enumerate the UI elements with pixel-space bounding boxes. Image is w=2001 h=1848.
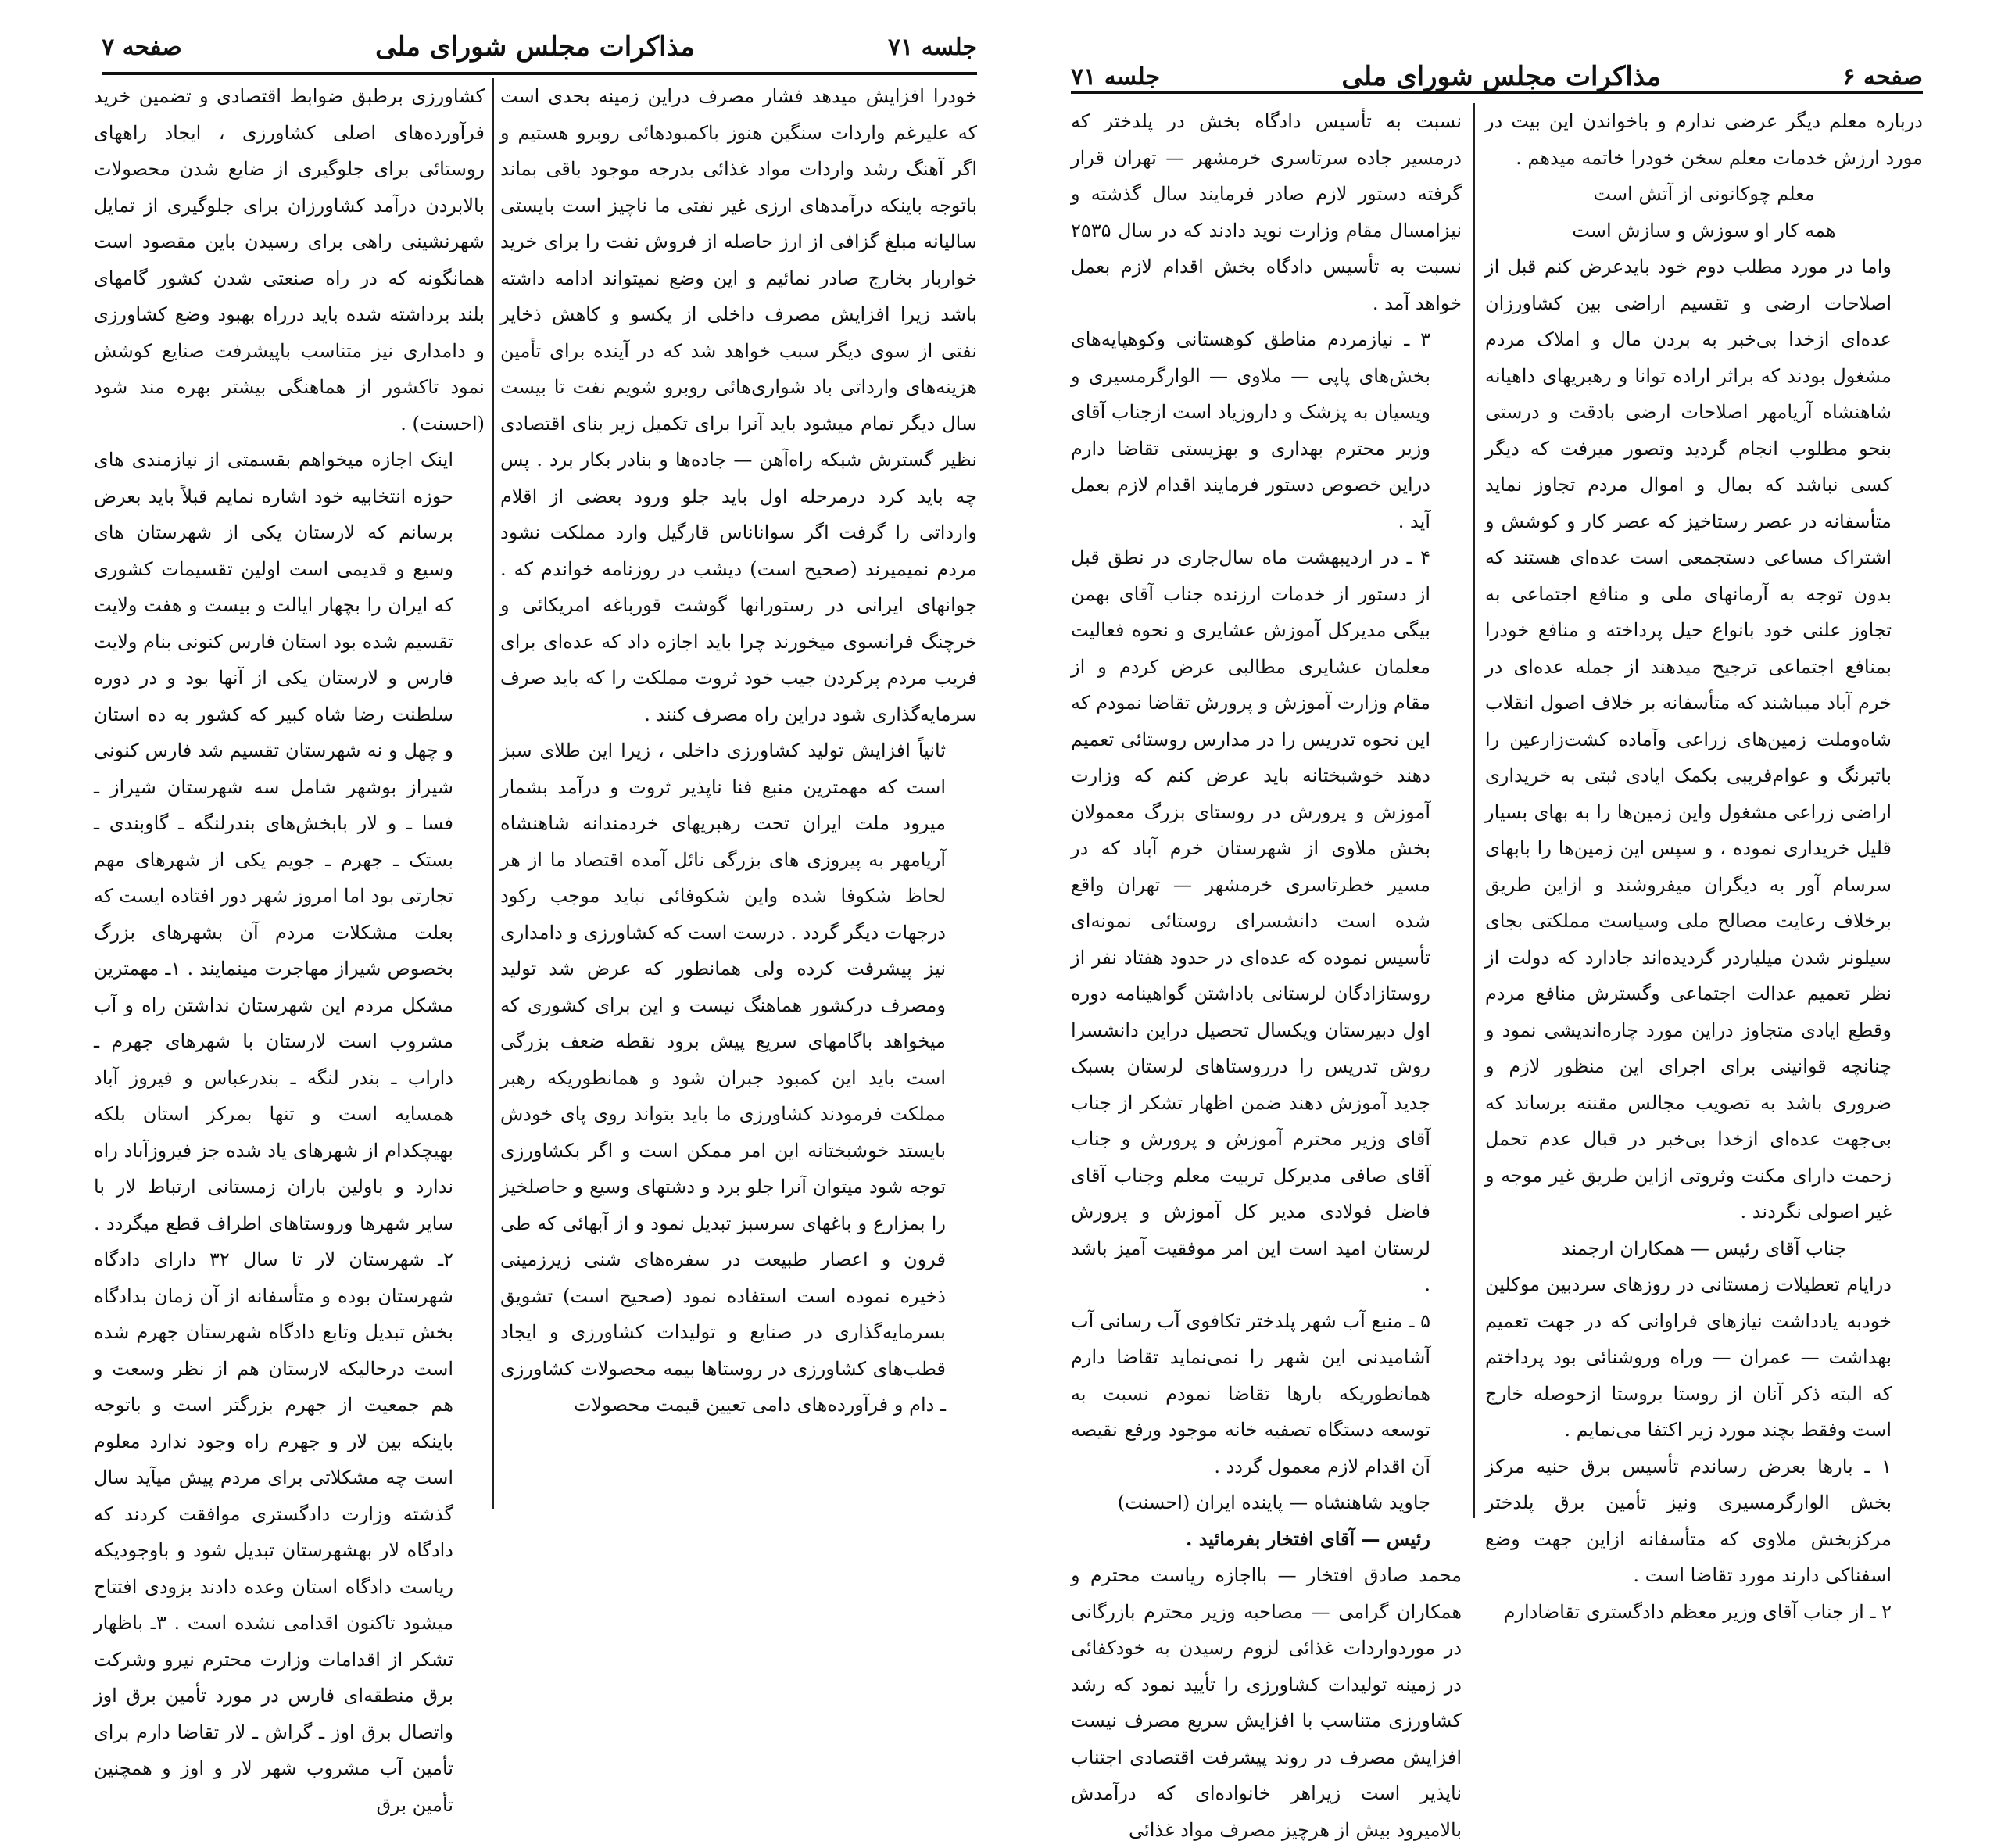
- page-left: [0, 0, 993, 1816]
- page-header: [102, 23, 977, 70]
- paragraph: کشاورزی برطبق ضوابط اقتصادی و تضمین خرید فرآورده‌های اصلی کشاورزی ، ایجاد راههای روستائی برای جلوگیری از ضایع شدن محصولات بالابردن درآمد کشاورزان برای جلوگیری از تمایل شهرنشینی راهی برای رسیدن باین مقصود است همانگونه که در راه صنعتی شدن کشور گامهای بلند برداشته شده باید درراه بهبود وضع کشاورزی و دامداری نیز متناسب باپیشرفت صنایع کوشش نمود تاکشور از هماهنگی بیشتر بهره مند شود (احسنت) .: [94, 85, 485, 435]
- paragraph: اینک اجازه میخواهم بقسمتی از نیازمندی های حوزه انتخابیه خود اشاره نمایم قبلاً باید بعرض برسانم که لارستان یکی از شهرستان های وسیع و قدیمی است اولین تقسیمات کشوری که ایران را بچهار ایالت و بیست و هفت ولایت تقسیم شده بود استان فارس کنونی بنام ولایت فارس و لارستان یکی از آنها بود و در دوره سلطنت رضا شاه کبیر که کشور به ده استان و چهل و نه شهرستان تقسیم شد فارس کنونی شیراز بوشهر شامل سه شهرستان شیراز ـ فسا ـ و لار بابخش‌های بندرلنگه ـ گاوبندی ـ بستک ـ جهرم ـ جویم یکی از شهرهای مهم تجارتی بود اما امروز شهر دور افتاده ایست که بعلت مشکلات مردم آن بشهرهای بزرگ بخصوص شیراز مهاجرت مینمایند . ۱ـ مهمترین مشکل مردم این شهرستان نداشتن راه و آب مشروب است لارستان با شهرهای جهرم ـ داراب ـ بندر لنگه ـ بندرعباس و فیروز آباد همسایه است و تنها بمرکز استان بلکه بهیچکدام از شهرهای یاد شده جز فیروزآباد راه ندارد و باولین باران زمستانی ارتباط لار با سایر شهرها وروستاهای اطراف قطع میگردد . ۲ـ شهرستان لار تا سال ۳۲ دارای دادگاه شهرستان بوده و متأسفانه از آن زمان بدادگاه بخش تبدیل وتابع دادگاه شهرستان جهرم شده است درحالیکه لارستان هم از نظر وسعت و هم جمعیت از جهرم بزرگتر است و باتوجه باینکه بین لار و جهرم راه وجود ندارد معلوم است چه مشکلاتی برای مردم پیش میآید سال گذشته وزارت دادگستری موافقت کردند که دادگاه لار بهشهرستان تبدیل شود و باوجودیکه ریاست دادگاه استان وعده دادند بزودی افتتاح میشود تاکنون اقدامی نشده است . ۳ـ باظهار تشکر از اقدامات وزارت محترم نیرو وشرکت برق منطقه‌ای فارس در مورد تأمین برق اوز واتصال برق اوز ـ گراش ـ لار تقاضا دارم برای تأمین آب مشروب شهر لار و اوز و همچنین تأمین برق: [94, 449, 454, 1816]
- text-column-left: [94, 78, 485, 1816]
- paragraph: محمد صادق افتخار — بااجازه ریاست محترم و همکاران گرامی — مصاحبه وزیر محترم بازرگانی در موردواردات غذائی لزوم رسیدن به خودکفائی در زمینه تولیدات کشاورزی را تأیید نمود که رشد کشاورزی متناسب با افزایش سریع مصرف نیست افزایش مصرف در روند پیشرفت اقتصادی اجتناب ناپذیر است زیراهر خانواده‌ای که درآمدش بالامیرود بیش از هرچیز مصرف مواد غذائی: [1071, 1564, 1462, 1841]
- verse-line: همه کار او سوزش و سازش است: [1572, 219, 1836, 242]
- session-label: جلسه ۷۱: [887, 33, 977, 61]
- page-number: صفحه ۷: [102, 33, 182, 61]
- publication-title: مذاکرات مجلس شورای ملی: [375, 31, 695, 63]
- paragraph: درایام تعطیلات زمستانی در روزهای سردبین موکلین خودبه یادداشت نیازهای فراوانی که در جهت تعمیم بهداشت — عمران — وراه وروشنائی بود پرداختم که البته ذکر آنان از روستا بروستا ازحوصله خارج است وفقط بچند مورد زیر اکتفا می‌نمایم .: [1485, 1273, 1892, 1441]
- paragraph: ۳ ـ نیازمردم مناطق کوهستانی وکوهپایه‌های بخش‌های پاپی — ملاوی — الوارگرمسیری و ویسیان به پزشک و داروزیاد است ازجناب آقای وزیر محترم بهداری و بهزیستی تقاضا دارم دراین خصوص دستور فرمایند اقدام لازم بعمل آید .: [1071, 328, 1430, 532]
- page-number: صفحه ۶: [1842, 63, 1923, 91]
- header-rule: [102, 72, 977, 75]
- paragraph: ثانیاً افزایش تولید کشاورزی داخلی ، زیرا این طلای سبز است که مهمترین منبع فنا ناپذیر ثروت و درآمد بشمار میرود ملت ایران تحت رهبریهای خردمندانه شاهنشاه آریامهر به پیروزی های بزرگی نائل آمده اقتصاد ما از هر لحاظ شکوفا شده واین شکوفائی نباید موجب رکود درجهات دیگر گردد . درست است که کشاورزی و دامداری نیز پیشرفت کرده ولی همانطور که عرض شد تولید ومصرف درکشور هماهنگ نیست و این برای کشوری که میخواهد باگامهای سریع پیش برود نقطه ضعف بزرگی است باید این کمبود جبران شود و همانطوریکه رهبر مملکت فرمودند کشاورزی ما باید بتواند روی پای خودش بایستد خوشبختانه این امر ممکن است و اگر بکشاورزی توجه شود میتوان آنرا جلو برد و دشتهای وسیع و حاصلخیز را بمزارع و باغهای سرسبز تبدیل نمود و از آبهائی که طی قرون و اعصار طبیعت در سفره‌های شنی زیرزمینی ذخیره نموده است استفاده نمود (صحیح است) تشویق بسرمایه‌گذاری در صنایع و تولیدات کشاورزی و ایجاد قطب‌های کشاورزی در روستاها بیمه محصولات کشاورزی ـ دام و فرآورده‌های دامی تعیین قیمت محصولات: [499, 740, 946, 1416]
- verse-line: معلم چوکانونی از آتش است: [1593, 183, 1815, 205]
- paragraph: واما در مورد مطلب دوم خود بایدعرض کنم قبل از اصلاحات ارضی و تقسیم اراضی بین کشاورزان عده‌ای ازخدا بی‌خبر به بردن مال و املاک مردم مشغول بودند که براثر اراده توانا و رهبریهای داهیانه شاهنشاه آریامهر اصلاحات ارضی بادقت و درستی بنحو مطلوب انجام گردید وتصور میرفت که دیگر کسی نباشد که بمال و اموال مردم تجاوز نماید متأسفانه در عصر رستاخیز که عصر کار و کوشش و اشتراک مساعی دستجمعی است عده‌ای هستند که بدون توجه به آرمانهای ملی و منافع اجتماعی به تجاوز علنی خود بانواع حیل پرداخته و منافع خودرا بمنافع اجتماعی ترجیح میدهند از جمله عده‌ای در خرم آباد میباشند که متأسفانه بر خلاف اصول انقلاب شاه‌وملت زمین‌های زراعی وآماده کشت‌زارعین را باتبرنگ و عوام‌فریبی بکمک ایادی ثبتی به خریداری اراضی زراعی مشغول واین زمین‌ها را به بهای بسیار قلیل خریداری نموده ، و سپس این زمین‌ها را بابهای سرسام آور به دیگران میفروشند و ازاین طریق برخلاف رعایت مصالح ملی وسیاست مملکتی بجای سیلونر شدن میلیاردر گردیده‌اند جادارد که دولت از نظر تعمیم عدالت اجتماعی وگسترش منافع مردم وقطع ایادی متجاوز دراین مورد چاره‌اندیشی نمود و چنانچه قوانینی برای اجرای این منظور لازم و ضروری باشد به تصویب مجالس مقننه برساند که بی‌جهت عده‌ای ازخدا بی‌خبر در قبال عدم تحمل زحمت دارای مکنت وثروتی ازاین طریق غیر موجه و غیر اصولی نگردند .: [1485, 256, 1892, 1223]
- column-divider: [1473, 103, 1475, 1518]
- text-column-right: [500, 78, 977, 1517]
- paragraph: درباره معلم دیگر عرضی ندارم و باخواندن این بیت در مورد ارزش خدمات معلم سخن خودرا خاتمه میدهم .: [1485, 110, 1923, 169]
- text-column-left: [1071, 103, 1462, 1841]
- header-rule: [1071, 91, 1923, 94]
- paragraph: ۲ ـ از جناب آقای وزیر معظم دادگستری تقاضادارم: [1503, 1600, 1892, 1623]
- paragraph: خودرا افزایش میدهد فشار مصرف دراین زمینه بحدی است که علیرغم واردات سنگین هنوز باکمبودهائی روبرو هستیم و اگر آهنگ رشد واردات مواد غذائی بدرجه موجود باقی بماند باتوجه باینکه درآمدهای ارزی غیر نفتی ما ناچیز است بایستی سالیانه مبلغ گزافی از ارز حاصله از فروش نفت را برای خرید خواربار بخارج صادر نمائیم و این وضع نمیتواند ادامه داشته باشد زیرا افزایش مصرف داخلی از یکسو و کاهش ذخایر نفتی از سوی دیگر سبب خواهد شد که در آینده برای تأمین هزینه‌های وارداتی باد شواری‌هائی روبرو شویم نفت تا بیست سال دیگر تمام میشود باید آنرا برای تکمیل زیر بنای اقتصادی نظیر گسترش شبکه راه‌آهن — جاده‌ها و بنادر بکار برد . پس چه باید کرد درمرحله اول باید جلو ورود بعضی از اقلام وارداتی را گرفت اگر سواناناس قارگیل وارد مملکت نشود مردم نمیمیرند (صحیح است) دیشب در روزنامه خواندم که . جوانهای ایرانی در رستورانها گوشت قورباغه امریکائی و خرچنگ فرانسوی میخورند چرا باید اجازه داد که عده‌ای برای فریب مردم پرکردن جیب خود ثروت مملکت را که باید صرف سرمایه‌گذاری شود دراین راه مصرف کنند .: [500, 85, 977, 725]
- address-line: جناب آقای رئیس — همکاران ارجمند: [1561, 1237, 1847, 1259]
- closing-line: جاوید شاهنشاه — پاینده ایران (احسنت): [1117, 1492, 1430, 1513]
- paragraph: ۴ ـ در اردیبهشت ماه سال‌جاری در نطق قبل از دستور از خدمات ارزنده جناب آقای بهمن بیگی مدیرکل آموزش عشایری و نحوه فعالیت معلمان عشایری مطالبی عرض کردم و از مقام وزارت آموزش و پرورش تقاضا نمودم که این نحوه تدریس را در مدارس روستائی تعمیم دهند خوشبختانه باید عرض کنم که وزارت آموزش و پرورش در روستای بزرگ معمولان بخش ملاوی از شهرستان خرم آباد که در مسیر خطرتاسری خرمشهر — تهران واقع شده است دانشسرای روستائی نمونه‌ای تأسیس نموده که عده‌ای در حدود هفتاد نفر از روستازادگان لرستانی باداشتن گواهینامه دوره اول دبیرستان ویکسال تحصیل دراین دانشسرا روش تدریس را درروستاهای لرستان بسبک جدید آموزش دهند ضمن اظهار تشکر از جناب آقای وزیر محترم آموزش و پرورش و جناب آقای صافی مدیرکل تربیت معلم وجناب آقای فاضل فولادی مدیر کل آموزش و پرورش لرستان امید است این امر موفقیت آمیز باشد .: [1071, 546, 1430, 1295]
- paragraph: ۵ ـ منبع آب شهر پلدختر تکافوی آب رسانی آب آشامیدنی این شهر را نمی‌نماید تقاضا دارم همانطوریکه بارها تقاضا نمودم نسبت به توسعه دستگاه تصفیه خانه موجود ورفع نقیصه آن اقدام لازم معمول گردد .: [1071, 1309, 1430, 1477]
- column-divider: [492, 78, 494, 1509]
- paragraph: ۱ ـ بارها بعرض رساندم تأسیس برق حنیه مرکز بخش الوارگرمسیری ونیز تأمین برق پلدختر مرکزبخش ملاوی که متأسفانه ازاین جهت وضع اسفناکی دارند مورد تقاضا است .: [1485, 1455, 1892, 1586]
- page-right: [1008, 0, 2001, 1841]
- speaker-line: رئیس — آقای افتخار بفرمائید .: [1185, 1527, 1430, 1550]
- publication-title: مذاکرات مجلس شورای ملی: [1341, 61, 1661, 92]
- paragraph: نسبت به تأسیس دادگاه بخش در پلدختر که درمسیر جاده سرتاسری خرمشهر — تهران قرار گرفته دستور لازم صادر فرمایند سال گذشته و نیزامسال مقام وزارت نوید دادند که در سال ۲۵۳۵ نسبت به تأسیس دادگاه بخش اقدام لازم بعمل خواهد آمد .: [1071, 110, 1462, 314]
- text-column-right: [1485, 103, 1923, 1623]
- session-label: جلسه ۷۱: [1071, 63, 1161, 91]
